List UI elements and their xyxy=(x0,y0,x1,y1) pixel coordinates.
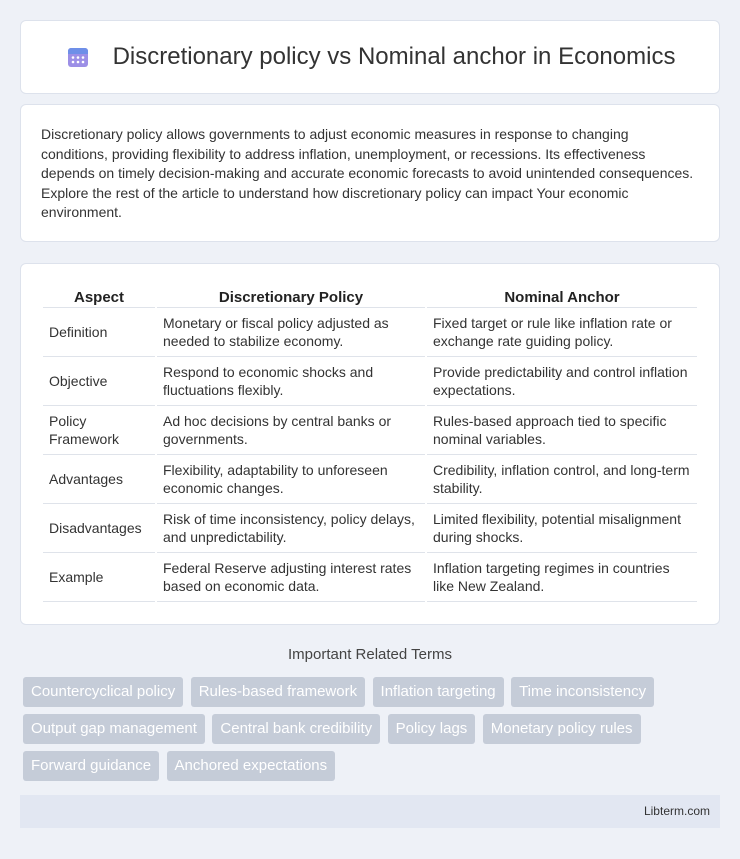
related-term-tag[interactable]: Forward guidance xyxy=(23,751,159,781)
related-term-tag[interactable]: Anchored expectations xyxy=(167,751,336,781)
row-nominal: Fixed target or rule like inflation rate or exchange rate guiding policy. xyxy=(427,308,697,357)
page-title: Discretionary policy vs Nominal anchor in Economics xyxy=(112,43,676,70)
related-terms-list xyxy=(23,677,703,788)
header-aspect: Aspect xyxy=(43,284,155,308)
related-term-tag[interactable]: Countercyclical policy xyxy=(23,677,183,707)
row-discretionary: Federal Reserve adjusting interest rates based on economic data. xyxy=(157,553,425,602)
row-aspect: Objective xyxy=(43,357,155,406)
description-text: Discretionary policy allows governments to adjust economic measures in response to changing conditions, providing flexibility to address inflation, unemployment, or recessions. Its effectiveness depends on timely decision-making and accurate economic forecasts to avoid unintended consequences. Explore the rest of the article to understand how discretionary policy can impact Your economic environment. xyxy=(41,126,694,220)
table-row xyxy=(43,357,697,406)
related-term-tag[interactable]: Inflation targeting xyxy=(373,677,504,707)
table-row xyxy=(43,504,697,553)
row-nominal: Credibility, inflation control, and long-term stability. xyxy=(427,455,697,504)
row-discretionary: Flexibility, adaptability to unforeseen economic changes. xyxy=(157,455,425,504)
row-nominal: Inflation targeting regimes in countries like New Zealand. xyxy=(427,553,697,602)
row-nominal: Rules-based approach tied to specific nominal variables. xyxy=(427,406,697,455)
related-terms-title: Important Related Terms xyxy=(288,646,452,663)
row-discretionary: Ad hoc decisions by central banks or governments. xyxy=(157,406,425,455)
header-discretionary: Discretionary Policy xyxy=(157,284,425,308)
footer xyxy=(20,795,720,828)
related-term-tag[interactable]: Rules-based framework xyxy=(191,677,365,707)
calendar-grid-icon xyxy=(65,44,91,70)
related-term-tag[interactable]: Policy lags xyxy=(388,714,476,744)
title-card xyxy=(20,20,720,94)
comparison-card xyxy=(20,263,720,625)
row-aspect: Policy Framework xyxy=(43,406,155,455)
footer-site-link[interactable]: Libterm.com xyxy=(643,804,710,818)
row-nominal: Limited flexibility, potential misalignment during shocks. xyxy=(427,504,697,553)
table-row xyxy=(43,308,697,357)
row-aspect: Example xyxy=(43,553,155,602)
row-nominal: Provide predictability and control inflation expectations. xyxy=(427,357,697,406)
row-discretionary: Risk of time inconsistency, policy delays, and unpredictability. xyxy=(157,504,425,553)
row-discretionary: Respond to economic shocks and fluctuations flexibly. xyxy=(157,357,425,406)
table-row xyxy=(43,406,697,455)
row-discretionary: Monetary or fiscal policy adjusted as needed to stabilize economy. xyxy=(157,308,425,357)
table-row xyxy=(43,553,697,602)
header-nominal: Nominal Anchor xyxy=(427,284,697,308)
comparison-table xyxy=(41,284,699,602)
table-header-row xyxy=(43,284,697,308)
row-aspect: Definition xyxy=(43,308,155,357)
related-term-tag[interactable]: Central bank credibility xyxy=(212,714,380,744)
related-term-tag[interactable]: Output gap management xyxy=(23,714,205,744)
related-term-tag[interactable]: Monetary policy rules xyxy=(483,714,641,744)
row-aspect: Advantages xyxy=(43,455,155,504)
description-card xyxy=(20,104,720,242)
related-term-tag[interactable]: Time inconsistency xyxy=(511,677,654,707)
row-aspect: Disadvantages xyxy=(43,504,155,553)
table-row xyxy=(43,455,697,504)
